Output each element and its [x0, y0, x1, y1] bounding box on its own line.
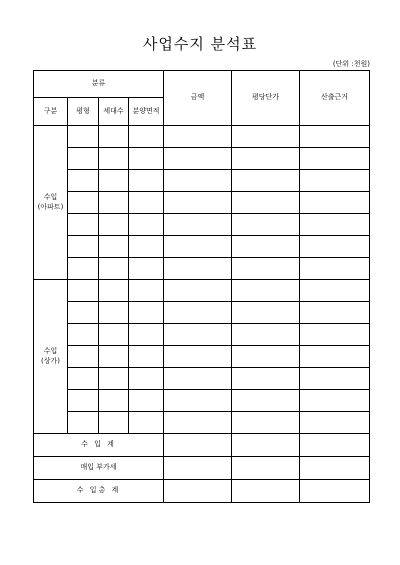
table-cell: [164, 258, 232, 280]
table-cell: [164, 412, 232, 434]
table-cell: [99, 236, 129, 258]
table-cell: [99, 148, 129, 170]
table-cell: [164, 148, 232, 170]
table-cell: [232, 324, 300, 346]
table-cell: [68, 346, 99, 368]
table-cell: [164, 214, 232, 236]
table-cell: [99, 390, 129, 412]
table-cell: [129, 390, 164, 412]
table-cell: [232, 412, 300, 434]
table-cell: [68, 302, 99, 324]
table-cell: [164, 302, 232, 324]
group-label-line2: (아파트): [37, 202, 64, 211]
table-cell: [68, 390, 99, 412]
table-cell: [129, 302, 164, 324]
table-cell: [232, 457, 300, 480]
header-area: 평형: [68, 98, 99, 126]
table-cell: [129, 126, 164, 148]
table-cell: [232, 480, 300, 503]
table-cell: [164, 346, 232, 368]
table-cell: [99, 126, 129, 148]
table-cell: [99, 192, 129, 214]
table-cell: [232, 148, 300, 170]
table-cell: [68, 170, 99, 192]
table-cell: [300, 148, 370, 170]
header-classification: 분류: [34, 71, 164, 98]
table-cell: [232, 390, 300, 412]
table-cell: [300, 368, 370, 390]
table-cell: [68, 192, 99, 214]
group-label-apartment: [34, 126, 68, 280]
table-cell: [232, 434, 300, 457]
table-cell: [164, 457, 232, 480]
table-cell: [232, 170, 300, 192]
group-label-line2: (상가): [41, 356, 60, 365]
table-cell: [68, 324, 99, 346]
table-cell: [129, 214, 164, 236]
table-cell: [164, 192, 232, 214]
header-unit-price: 평당단가: [232, 71, 300, 126]
table-cell: [232, 126, 300, 148]
table-cell: [300, 324, 370, 346]
table-cell: [300, 390, 370, 412]
table-cell: [68, 214, 99, 236]
table-cell: [99, 258, 129, 280]
table-cell: [232, 368, 300, 390]
table-cell: [300, 412, 370, 434]
table-cell: [68, 258, 99, 280]
table-cell: [99, 214, 129, 236]
table-cell: [232, 302, 300, 324]
table-cell: [164, 236, 232, 258]
header-households: 세대수: [99, 98, 129, 126]
header-basis: 산출근거: [300, 71, 370, 126]
table-cell: [232, 214, 300, 236]
table-cell: [129, 412, 164, 434]
table-cell: [129, 368, 164, 390]
table-cell: [99, 302, 129, 324]
table-cell: [129, 148, 164, 170]
table-cell: [300, 480, 370, 503]
table-cell: [68, 412, 99, 434]
footer-grand-total: 수 입총 계: [34, 480, 164, 503]
document-title: 사업수지 분석표: [142, 35, 258, 53]
table-cell: [68, 368, 99, 390]
table-cell: [164, 390, 232, 412]
table-cell: [300, 434, 370, 457]
table-cell: [232, 258, 300, 280]
table-cell: [232, 236, 300, 258]
header-category: 구분: [34, 98, 68, 126]
table-cell: [300, 280, 370, 302]
table-cell: [164, 368, 232, 390]
header-amount: 금액: [164, 71, 232, 126]
table-cell: [99, 280, 129, 302]
table-cell: [68, 236, 99, 258]
table-cell: [129, 192, 164, 214]
table-cell: [164, 480, 232, 503]
table-cell: [300, 258, 370, 280]
footer-income-total: 수 입 계: [34, 434, 164, 457]
table-cell: [68, 148, 99, 170]
table-cell: [129, 170, 164, 192]
table-cell: [129, 280, 164, 302]
table-cell: [300, 236, 370, 258]
table-cell: [300, 346, 370, 368]
table-cell: [99, 368, 129, 390]
table-cell: [129, 346, 164, 368]
group-label-store: [34, 280, 68, 434]
header-sale-area: 분양면적: [129, 98, 164, 126]
table-cell: [232, 346, 300, 368]
table-cell: [99, 170, 129, 192]
unit-note: (단위 :천원): [332, 60, 370, 68]
table-cell: [129, 236, 164, 258]
table-cell: [129, 324, 164, 346]
table-cell: [300, 214, 370, 236]
table-cell: [68, 280, 99, 302]
table-cell: [232, 192, 300, 214]
table-cell: [164, 324, 232, 346]
analysis-table: [33, 70, 370, 503]
table-cell: [68, 126, 99, 148]
table-cell: [300, 302, 370, 324]
table-cell: [99, 346, 129, 368]
table-cell: [164, 170, 232, 192]
table-cell: [164, 126, 232, 148]
table-cell: [300, 192, 370, 214]
table-cell: [300, 126, 370, 148]
table-cell: [300, 170, 370, 192]
table-cell: [164, 434, 232, 457]
table-cell: [99, 324, 129, 346]
table-cell: [129, 258, 164, 280]
table-cell: [99, 412, 129, 434]
group-label-line1: 수입: [43, 347, 58, 356]
table-cell: [232, 280, 300, 302]
table-cell: [300, 457, 370, 480]
group-label-line1: 수입: [43, 193, 58, 202]
footer-purchase-vat: 매입 부가세: [34, 457, 164, 480]
table-cell: [164, 280, 232, 302]
